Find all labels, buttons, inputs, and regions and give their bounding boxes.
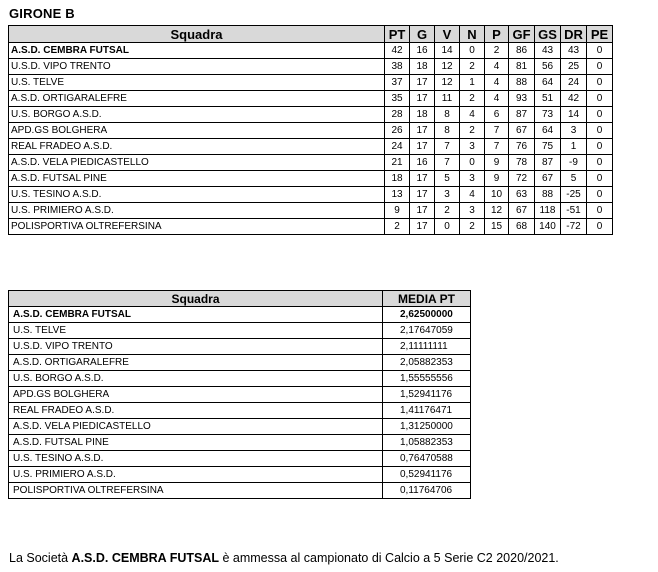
stat-cell-dr: 42	[561, 91, 587, 107]
stat-cell-pe: 0	[587, 107, 613, 123]
stat-cell-p: 7	[485, 139, 509, 155]
stat-cell-n: 2	[460, 123, 485, 139]
stat-cell-v: 12	[435, 59, 460, 75]
header-g: G	[410, 26, 435, 43]
stat-cell-g: 17	[410, 123, 435, 139]
stat-cell-pt: 42	[385, 43, 410, 59]
standings-header-row	[9, 26, 613, 43]
stat-cell-v: 5	[435, 171, 460, 187]
stat-cell-dr: -51	[561, 203, 587, 219]
stat-cell-v: 8	[435, 123, 460, 139]
stat-cell-gs: 64	[535, 123, 561, 139]
standings-row	[9, 171, 613, 187]
team-name-cell: U.S. PRIMIERO A.S.D.	[9, 203, 385, 219]
media-table	[8, 290, 471, 499]
stat-cell-gf: 76	[509, 139, 535, 155]
standings-row	[9, 203, 613, 219]
media-pt-cell: 1,41176471	[383, 403, 471, 419]
media-header-squadra: Squadra	[9, 291, 383, 307]
media-row	[9, 387, 471, 403]
stat-cell-pt: 28	[385, 107, 410, 123]
media-row	[9, 435, 471, 451]
stat-cell-dr: -25	[561, 187, 587, 203]
team-name-cell: U.S. TELVE	[9, 75, 385, 91]
header-pe: PE	[587, 26, 613, 43]
stat-cell-pt: 9	[385, 203, 410, 219]
media-row	[9, 371, 471, 387]
standings-row	[9, 43, 613, 59]
stat-cell-p: 7	[485, 123, 509, 139]
stat-cell-dr: 24	[561, 75, 587, 91]
stat-cell-g: 16	[410, 43, 435, 59]
stat-cell-pe: 0	[587, 187, 613, 203]
stat-cell-pe: 0	[587, 155, 613, 171]
header-n: N	[460, 26, 485, 43]
team-name-cell: U.S.D. VIPO TRENTO	[9, 339, 383, 355]
stat-cell-pe: 0	[587, 219, 613, 235]
stat-cell-dr: 14	[561, 107, 587, 123]
header-pt: PT	[385, 26, 410, 43]
stat-cell-gs: 88	[535, 187, 561, 203]
standings-row	[9, 123, 613, 139]
stat-cell-g: 17	[410, 219, 435, 235]
stat-cell-gf: 72	[509, 171, 535, 187]
media-pt-cell: 1,31250000	[383, 419, 471, 435]
stat-cell-dr: 3	[561, 123, 587, 139]
stat-cell-p: 4	[485, 75, 509, 91]
stat-cell-v: 3	[435, 187, 460, 203]
note-team: A.S.D. CEMBRA FUTSAL	[71, 551, 219, 565]
media-pt-cell: 1,52941176	[383, 387, 471, 403]
stat-cell-gf: 93	[509, 91, 535, 107]
team-name-cell: POLISPORTIVA OLTREFERSINA	[9, 219, 385, 235]
team-name-cell: A.S.D. FUTSAL PINE	[9, 435, 383, 451]
team-name-cell: A.S.D. CEMBRA FUTSAL	[9, 43, 385, 59]
stat-cell-gf: 68	[509, 219, 535, 235]
standings-table	[8, 25, 613, 235]
team-name-cell: U.S. TESINO A.S.D.	[9, 187, 385, 203]
media-pt-cell: 0,52941176	[383, 467, 471, 483]
media-pt-cell: 2,05882353	[383, 355, 471, 371]
stat-cell-n: 3	[460, 203, 485, 219]
stat-cell-p: 4	[485, 59, 509, 75]
stat-cell-gf: 88	[509, 75, 535, 91]
admission-note	[9, 551, 559, 565]
team-name-cell: REAL FRADEO A.S.D.	[9, 139, 385, 155]
stat-cell-p: 2	[485, 43, 509, 59]
stat-cell-gs: 67	[535, 171, 561, 187]
stat-cell-p: 4	[485, 91, 509, 107]
stat-cell-dr: 1	[561, 139, 587, 155]
stat-cell-pt: 37	[385, 75, 410, 91]
stat-cell-g: 17	[410, 91, 435, 107]
media-pt-cell: 0,11764706	[383, 483, 471, 499]
stat-cell-n: 2	[460, 91, 485, 107]
team-name-cell: A.S.D. ORTIGARALEFRE	[9, 355, 383, 371]
stat-cell-gf: 87	[509, 107, 535, 123]
stat-cell-v: 8	[435, 107, 460, 123]
team-name-cell: A.S.D. CEMBRA FUTSAL	[9, 307, 383, 323]
stat-cell-p: 15	[485, 219, 509, 235]
media-pt-cell: 1,55555556	[383, 371, 471, 387]
stat-cell-pt: 24	[385, 139, 410, 155]
stat-cell-v: 14	[435, 43, 460, 59]
stat-cell-g: 16	[410, 155, 435, 171]
stat-cell-n: 2	[460, 59, 485, 75]
stat-cell-n: 2	[460, 219, 485, 235]
header-v: V	[435, 26, 460, 43]
standings-row	[9, 107, 613, 123]
media-pt-cell: 2,62500000	[383, 307, 471, 323]
stat-cell-gs: 75	[535, 139, 561, 155]
header-dr: DR	[561, 26, 587, 43]
stat-cell-v: 7	[435, 155, 460, 171]
team-name-cell: U.S.D. VIPO TRENTO	[9, 59, 385, 75]
media-row	[9, 307, 471, 323]
stat-cell-dr: 25	[561, 59, 587, 75]
group-title: GIRONE B	[9, 6, 75, 21]
stat-cell-g: 17	[410, 203, 435, 219]
header-gs: GS	[535, 26, 561, 43]
stat-cell-pt: 13	[385, 187, 410, 203]
team-name-cell: APD.GS BOLGHERA	[9, 387, 383, 403]
stat-cell-gs: 51	[535, 91, 561, 107]
stat-cell-gf: 86	[509, 43, 535, 59]
stat-cell-dr: 43	[561, 43, 587, 59]
standings-row	[9, 91, 613, 107]
stat-cell-p: 10	[485, 187, 509, 203]
stat-cell-g: 17	[410, 171, 435, 187]
media-pt-cell: 1,05882353	[383, 435, 471, 451]
media-row	[9, 483, 471, 499]
header-squadra: Squadra	[9, 26, 385, 43]
team-name-cell: U.S. TELVE	[9, 323, 383, 339]
stat-cell-gf: 67	[509, 203, 535, 219]
stat-cell-pe: 0	[587, 139, 613, 155]
stat-cell-pt: 35	[385, 91, 410, 107]
team-name-cell: POLISPORTIVA OLTREFERSINA	[9, 483, 383, 499]
stat-cell-pe: 0	[587, 123, 613, 139]
team-name-cell: A.S.D. VELA PIEDICASTELLO	[9, 155, 385, 171]
team-name-cell: APD.GS BOLGHERA	[9, 123, 385, 139]
media-row	[9, 451, 471, 467]
stat-cell-n: 3	[460, 171, 485, 187]
standings-row	[9, 75, 613, 91]
team-name-cell: U.S. PRIMIERO A.S.D.	[9, 467, 383, 483]
stat-cell-n: 3	[460, 139, 485, 155]
team-name-cell: A.S.D. VELA PIEDICASTELLO	[9, 419, 383, 435]
stat-cell-v: 2	[435, 203, 460, 219]
media-row	[9, 403, 471, 419]
stat-cell-pt: 26	[385, 123, 410, 139]
media-row	[9, 419, 471, 435]
stat-cell-pt: 18	[385, 171, 410, 187]
stat-cell-n: 0	[460, 43, 485, 59]
stat-cell-gs: 140	[535, 219, 561, 235]
stat-cell-gf: 78	[509, 155, 535, 171]
stat-cell-v: 11	[435, 91, 460, 107]
team-name-cell: REAL FRADEO A.S.D.	[9, 403, 383, 419]
stat-cell-p: 9	[485, 171, 509, 187]
header-p: P	[485, 26, 509, 43]
stat-cell-n: 0	[460, 155, 485, 171]
team-name-cell: U.S. TESINO A.S.D.	[9, 451, 383, 467]
stat-cell-pe: 0	[587, 91, 613, 107]
media-row	[9, 339, 471, 355]
media-pt-cell: 2,17647059	[383, 323, 471, 339]
stat-cell-g: 17	[410, 139, 435, 155]
media-row	[9, 467, 471, 483]
stat-cell-p: 6	[485, 107, 509, 123]
media-header-media-pt: MEDIA PT	[383, 291, 471, 307]
stat-cell-dr: -9	[561, 155, 587, 171]
stat-cell-v: 7	[435, 139, 460, 155]
stat-cell-dr: 5	[561, 171, 587, 187]
stat-cell-g: 17	[410, 187, 435, 203]
media-row	[9, 323, 471, 339]
media-header-row	[9, 291, 471, 307]
team-name-cell: U.S. BORGO A.S.D.	[9, 371, 383, 387]
standings-row	[9, 219, 613, 235]
stat-cell-v: 12	[435, 75, 460, 91]
stat-cell-pt: 21	[385, 155, 410, 171]
stat-cell-p: 12	[485, 203, 509, 219]
stat-cell-n: 4	[460, 107, 485, 123]
stat-cell-gf: 67	[509, 123, 535, 139]
stat-cell-gs: 118	[535, 203, 561, 219]
stat-cell-gs: 73	[535, 107, 561, 123]
stat-cell-pe: 0	[587, 171, 613, 187]
stat-cell-gs: 56	[535, 59, 561, 75]
media-pt-cell: 2,11111111	[383, 339, 471, 355]
stat-cell-pt: 38	[385, 59, 410, 75]
stat-cell-gs: 87	[535, 155, 561, 171]
stat-cell-g: 18	[410, 59, 435, 75]
standings-row	[9, 155, 613, 171]
team-name-cell: A.S.D. ORTIGARALEFRE	[9, 91, 385, 107]
stat-cell-g: 17	[410, 75, 435, 91]
stat-cell-g: 18	[410, 107, 435, 123]
stat-cell-pe: 0	[587, 75, 613, 91]
standings-row	[9, 139, 613, 155]
media-pt-cell: 0,76470588	[383, 451, 471, 467]
stat-cell-dr: -72	[561, 219, 587, 235]
stat-cell-gf: 63	[509, 187, 535, 203]
team-name-cell: A.S.D. FUTSAL PINE	[9, 171, 385, 187]
stat-cell-gs: 64	[535, 75, 561, 91]
stat-cell-gs: 43	[535, 43, 561, 59]
stat-cell-gf: 81	[509, 59, 535, 75]
note-suffix: è ammessa al campionato di Calcio a 5 Serie C2 2020/2021.	[219, 551, 559, 565]
stat-cell-p: 9	[485, 155, 509, 171]
note-prefix: La Società	[9, 551, 72, 565]
stat-cell-n: 1	[460, 75, 485, 91]
standings-row	[9, 187, 613, 203]
stat-cell-pe: 0	[587, 203, 613, 219]
stat-cell-pe: 0	[587, 43, 613, 59]
media-row	[9, 355, 471, 371]
stat-cell-pe: 0	[587, 59, 613, 75]
stat-cell-n: 4	[460, 187, 485, 203]
standings-row	[9, 59, 613, 75]
stat-cell-v: 0	[435, 219, 460, 235]
team-name-cell: U.S. BORGO A.S.D.	[9, 107, 385, 123]
stat-cell-pt: 2	[385, 219, 410, 235]
header-gf: GF	[509, 26, 535, 43]
